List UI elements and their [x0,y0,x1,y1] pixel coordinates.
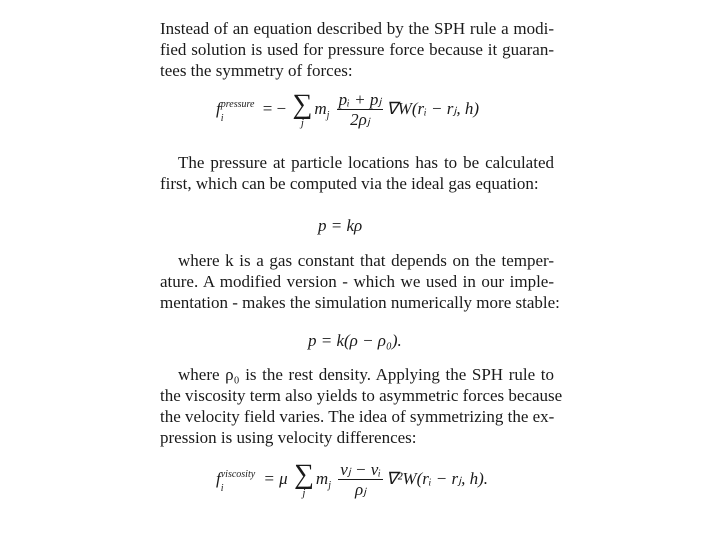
equation-viscosity-force [216,460,488,500]
sum-operator [293,459,314,499]
eq-lhs-subscript: i [220,483,224,494]
text-line: ature. A modified version - which we used in our imple- [160,272,554,291]
fraction [338,460,383,500]
text-line: mentation - makes the simulation numerically more stable: [160,293,560,312]
fraction-denominator: ρⱼ [355,480,367,499]
fraction-denominator: 2ρⱼ [350,110,370,129]
eq-lhs-subscript: i [220,113,224,124]
eq-mass-subscript: j [326,109,330,121]
text-line: where k is a gas constant that depends on the temper- [178,251,554,270]
text-line: Instead of an equation described by the SPH rule a modi- [160,19,554,38]
text-line: the velocity field varies. The idea of symmetrizing the ex- [160,407,555,426]
text-line: The pressure at particle locations has to be calculated [178,153,554,172]
eq-lhs: f [216,98,221,118]
fraction-numerator: vⱼ − vᵢ [340,460,381,479]
fraction [337,90,384,130]
text-line: fied solution is used for pressure force because it guaran- [160,40,554,59]
eq-mass: m [315,468,329,488]
text-line: the viscosity term also yields to asymmetric forces because [160,386,563,405]
eq-lhs-superscript: viscosity [220,469,256,480]
sum-index: j [300,117,304,129]
equation-ideal-gas: p = kρ [318,216,363,235]
eq-kernel: ∇W(rᵢ − rⱼ, h) [386,98,480,118]
sum-operator [292,89,313,129]
eq-lhs-superscript: pressure [220,99,255,110]
text-line: tees the symmetry of forces: [160,61,353,80]
eq-equals: = − [262,98,287,118]
equation-pressure-force [216,90,479,130]
paragraph-pressure [160,152,554,194]
paragraph-intro [160,18,554,81]
text-line: first, which can be computed via the ideal gas equation: [160,174,539,193]
text-line: where ρ₀ is the rest density. Applying the SPH rule to [178,365,554,384]
text-line: pression is using velocity differences: [160,428,417,447]
eq-equals: = μ [263,468,288,488]
paragraph-gas-constant [160,250,560,313]
eq-mass-subscript: j [328,479,331,491]
eq-kernel: ∇²W(rᵢ − rⱼ, h). [385,468,489,488]
eq-lhs: f [216,468,221,488]
fraction-numerator: pᵢ + pⱼ [338,90,382,109]
sum-symbol: ∑ [292,89,313,120]
eq-mass: m [314,98,327,118]
sum-symbol: ∑ [293,459,314,490]
sum-index: j [302,487,306,499]
equation-modified-gas: p = k(ρ − ρ₀). [308,331,402,350]
paragraph-viscosity [160,364,563,448]
